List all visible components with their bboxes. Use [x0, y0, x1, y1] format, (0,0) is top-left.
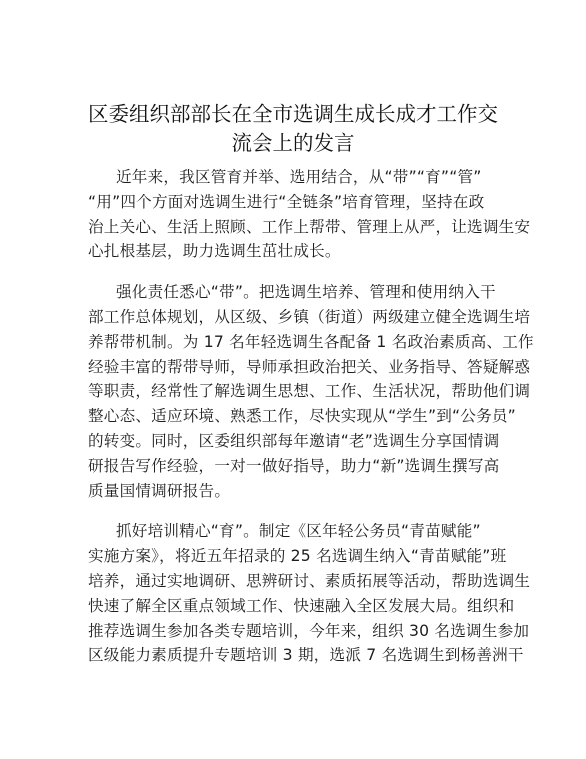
paragraph-line: 强化责任悉心“带”。把选调生培养、管理和使用纳入干: [116, 283, 496, 302]
paragraph-line: 培养，通过实地调研、思辨研讨、素质拓展等活动，帮助选调生: [88, 571, 531, 590]
paragraph: [88, 280, 534, 503]
paragraph-line: 治上关心、生活上照顾、工作上帮带、管理上从严，让选调生安: [88, 217, 531, 236]
document-title: [60, 100, 526, 158]
paragraph-line: 经验丰富的帮带导师，导师承担政治把关、业务指导、答疑解惑: [88, 357, 531, 376]
paragraph-line: 抓好培训精心“育”。制定《区年轻公务员“青苗赋能”: [116, 522, 481, 541]
paragraph-line: 实施方案》，将近五年招录的 25 名选调生纳入“青苗赋能”班: [88, 547, 507, 566]
paragraph-line: 研报告写作经验，一对一做好指导，助力“新”选调生撰写高: [88, 456, 500, 475]
paragraph-line: 近年来，我区管育并举、选用结合，从“带”“育”“管”: [116, 168, 482, 186]
paragraph-line: 快速了解全区重点领域工作、快速融入全区发展大局。组织和: [88, 596, 515, 615]
title-line: 区委组织部部长在全市选调生成长成才工作交: [88, 102, 498, 126]
paragraph-gap: [88, 264, 508, 280]
paragraph: [88, 519, 531, 668]
paragraph-line: 整心态、适应环境、熟悉工作，尽快实现从“学生”到“公务员”: [88, 407, 516, 426]
paragraph: [88, 165, 531, 264]
paragraph-line: 养帮带机制。为 17 名年轻选调生各配备 1 名政治素质高、工作: [88, 332, 534, 351]
paragraph-line: “用”四个方面对选调生进行“全链条”培育管理，坚持在政: [88, 192, 485, 211]
document-body: [88, 165, 534, 668]
paragraph-line: 心扎根基层，助力选调生茁壮成长。: [88, 242, 341, 261]
paragraph-line: 质量国情调研报告。: [88, 481, 231, 500]
paragraph-line: 部工作总体规划，从区级、乡镇（街道）两级建立健全选调生培: [88, 307, 531, 326]
paragraph-line: 的转变。同时，区委组织部每年邀请“老”选调生分享国情调: [88, 431, 500, 450]
paragraph-line: 等职责，经常性了解选调生思想、工作、生活状况，帮助他们调: [88, 382, 531, 401]
paragraph-line: 区级能力素质提升专题培训 3 期，选派 7 名选调生到杨善洲干: [88, 646, 524, 665]
paragraph-line: 推荐选调生参加各类专题培训，今年来，组织 30 名选调生参加: [88, 621, 530, 640]
title-line: 流会上的发言: [231, 131, 355, 155]
paragraph-gap: [88, 503, 508, 519]
